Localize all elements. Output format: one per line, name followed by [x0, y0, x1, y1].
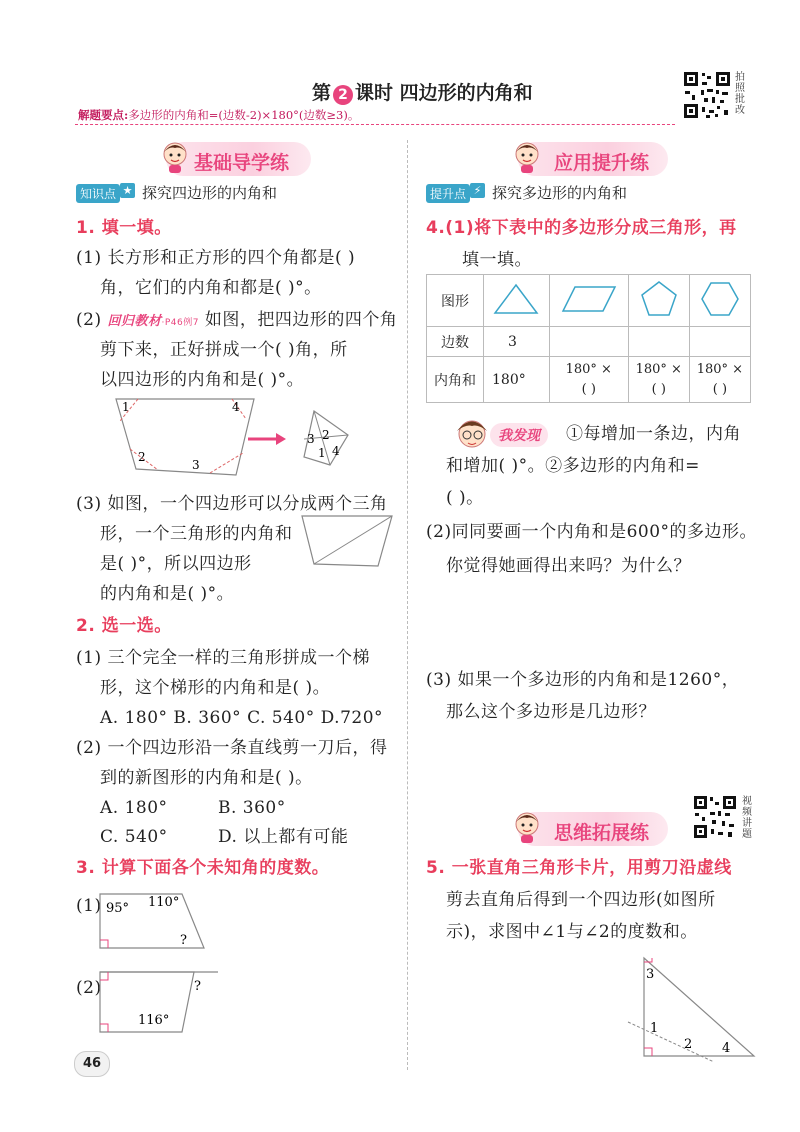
fig1b-label-4: 4 [332, 444, 340, 458]
improve-point-title: 探究多边形的内角和 [492, 184, 628, 202]
q2-1-options: A. 180° B. 360° C. 540° D.720° [100, 708, 384, 728]
discover-line-c: ( )。 [446, 488, 484, 508]
star-icon: ★ [120, 183, 135, 198]
angle-unknown-1: ? [180, 933, 187, 948]
q1-2-line-c: 以四边形的内角和是( )°。 [100, 370, 305, 390]
q1-2-prefix: (2) [76, 310, 102, 330]
qr-label: 拍照批改 [735, 72, 745, 116]
cell-parallelogram [549, 275, 628, 327]
question-5-text: 5. 一张直角三角形卡片，用剪刀沿虚线 [426, 858, 732, 878]
video-qr-code-icon[interactable] [692, 794, 738, 840]
kid-mascot-icon [512, 140, 542, 174]
parallelogram-icon [559, 281, 619, 317]
fig1b-label-1: 1 [318, 446, 326, 460]
knowledge-point-title: 探究四边形的内角和 [142, 184, 278, 202]
q2-2-option-a: A. 180° [100, 798, 168, 818]
lightning-icon: ⚡ [470, 183, 485, 198]
q1-3-line-d: 的内角和是( )°。 [100, 584, 235, 604]
discover-label: 我发现 [490, 423, 548, 447]
q2-2-line-a: (2) 一个四边形沿一条直线剪一刀后，得 [76, 738, 388, 758]
q1-2-line-a [76, 310, 397, 333]
q1-1-line-b: 角，它们的内角和都是( )°。 [100, 278, 322, 298]
lesson-number-badge: 2 [333, 85, 353, 105]
sum-parallelogram-expr: 180° × [565, 361, 612, 377]
sum-hexagon-expr: 180° × [696, 361, 744, 377]
angle-110: 110° [148, 895, 180, 910]
textbook-tag: 回归教材 [107, 314, 162, 329]
q4-line-b: 填一填。 [462, 250, 532, 270]
q2-2-option-d: D. 以上都有可能 [218, 827, 349, 847]
section-title-applied: 应用提升练 [554, 152, 650, 174]
cell-pentagon [628, 275, 689, 327]
page-number: 46 [74, 1051, 110, 1077]
sum-hexagon-blank: ( ) [712, 381, 728, 397]
figure-quadrilateral-diagonal [298, 510, 398, 572]
q5-line-a [426, 858, 732, 878]
fig1-label-2: 2 [138, 450, 146, 464]
section-title-basic: 基础导学练 [194, 152, 290, 174]
q1-3-line-a: (3) 如图，一个四边形可以分成两个三角 [76, 494, 388, 514]
q2-1-line-a: (1) 三个完全一样的三角形拼成一个梯 [76, 648, 370, 668]
fig1-label-3: 3 [192, 458, 200, 472]
sum-hexagon [689, 357, 750, 403]
q5-line-c: 示)，求图中∠1与∠2的度数和。 [446, 922, 698, 942]
angle-unknown-2: ? [194, 979, 201, 994]
q4-3-line-b: 那么这个多边形是几边形？ [446, 702, 656, 722]
row-sides-header: 边数 [427, 327, 484, 357]
question-2-text: 2. 选一选。 [76, 616, 172, 636]
qr-code-icon[interactable] [682, 70, 732, 120]
fig1b-label-3: 3 [307, 432, 315, 446]
kid-mascot-icon [160, 140, 190, 174]
fig5-label-3: 3 [646, 967, 655, 982]
title-prefix: 第 [312, 82, 332, 104]
q1-3-line-b: 形，一个三角形的内角和 [100, 524, 293, 544]
q2-2-line-b: 到的新图形的内角和是( )。 [100, 768, 313, 788]
q4-line-a [426, 218, 737, 238]
sides-triangle: 3 [484, 327, 550, 357]
row-shape-header: 图形 [427, 275, 484, 327]
question-2-title [76, 616, 172, 636]
hexagon-icon [700, 279, 740, 319]
sum-pentagon [628, 357, 689, 403]
fig1b-label-2: 2 [322, 428, 330, 442]
column-divider [407, 140, 409, 1070]
discover-line-b: 和增加( )°。②多边形的内角和= [446, 456, 700, 476]
q5-line-b: 剪去直角后得到一个四边形(如图所 [446, 890, 716, 910]
sum-pentagon-expr: 180° × [635, 361, 682, 377]
figure-q3-1 [94, 888, 224, 954]
tip-line [78, 107, 359, 123]
figure-q3-2 [94, 966, 224, 1038]
question-1-text: 1. 填一填。 [76, 218, 172, 238]
angle-95: 95° [106, 901, 130, 916]
section-title-thinking: 思维拓展练 [554, 822, 650, 844]
cell-hexagon [689, 275, 750, 327]
sides-pentagon [628, 327, 689, 357]
q1-1-line-a: (1) 长方形和正方形的四个角都是( ) [76, 248, 356, 268]
q1-2-text: 如图，把四边形的四个角 [204, 310, 398, 330]
fig5-label-2: 2 [684, 1037, 693, 1052]
row-sum-header: 内角和 [427, 357, 484, 403]
knowledge-point-tag: 知识点 [76, 184, 120, 203]
q4-2-line-a: (2)同同要画一个内角和是600°的多边形。 [426, 522, 758, 542]
question-3-text: 3. 计算下面各个未知角的度数。 [76, 858, 330, 878]
header-underline [75, 124, 675, 126]
tip-label: 解题要点: [78, 108, 129, 122]
sum-pentagon-blank: ( ) [651, 381, 666, 397]
video-label: 视频讲题 [742, 796, 752, 840]
q1-3-line-c: 是( )°，所以四边形 [100, 554, 252, 574]
q4-3-line-a: (3) 如果一个多边形的内角和是1260°， [426, 670, 740, 690]
angle-116: 116° [138, 1013, 170, 1028]
sum-parallelogram [549, 357, 628, 403]
fig5-label-4: 4 [722, 1041, 731, 1056]
sum-parallelogram-blank: ( ) [581, 381, 596, 397]
figure-right-triangle-cut [622, 952, 762, 1064]
title-rest: 课时 四边形的内角和 [355, 82, 533, 104]
question-3-title [76, 858, 329, 878]
tip-text: 多边形的内角和=(边数-2)×180°(边数≥3)。 [128, 108, 360, 122]
cell-triangle [484, 275, 550, 327]
page-title [312, 78, 533, 105]
sides-hexagon [689, 327, 750, 357]
textbook-ref: ·P46例7 [161, 318, 199, 328]
triangle-icon [491, 281, 541, 317]
sum-triangle: 180° [484, 357, 550, 403]
fig1-label-1: 1 [122, 400, 130, 414]
question-4-text: 4.(1)将下表中的多边形分成三角形，再 [426, 218, 737, 238]
q4-2-line-b: 你觉得她画得出来吗？为什么？ [446, 556, 691, 576]
pentagon-icon [639, 279, 679, 319]
discover-mascot-icon [452, 416, 492, 454]
q1-2-line-b: 剪下来，正好拼成一个( )角，所 [100, 340, 348, 360]
question-1-title [76, 218, 172, 238]
q2-2-option-b: B. 360° [218, 798, 286, 818]
q3-1-label: (1) [76, 896, 102, 916]
discover-line-a: ①每增加一条边，内角 [566, 424, 741, 444]
sides-parallelogram [549, 327, 628, 357]
fig1-label-4: 4 [232, 400, 240, 414]
improve-point-tag: 提升点 [426, 184, 470, 203]
polygon-table [426, 274, 751, 403]
fig5-label-1: 1 [650, 1021, 659, 1036]
q3-2-label: (2) [76, 978, 102, 998]
figure-quadrilateral-cut [108, 395, 368, 485]
kid-mascot-icon [512, 810, 542, 844]
q2-2-option-c: C. 540° [100, 827, 168, 847]
q2-1-line-b: 形，这个梯形的内角和是( )。 [100, 678, 331, 698]
